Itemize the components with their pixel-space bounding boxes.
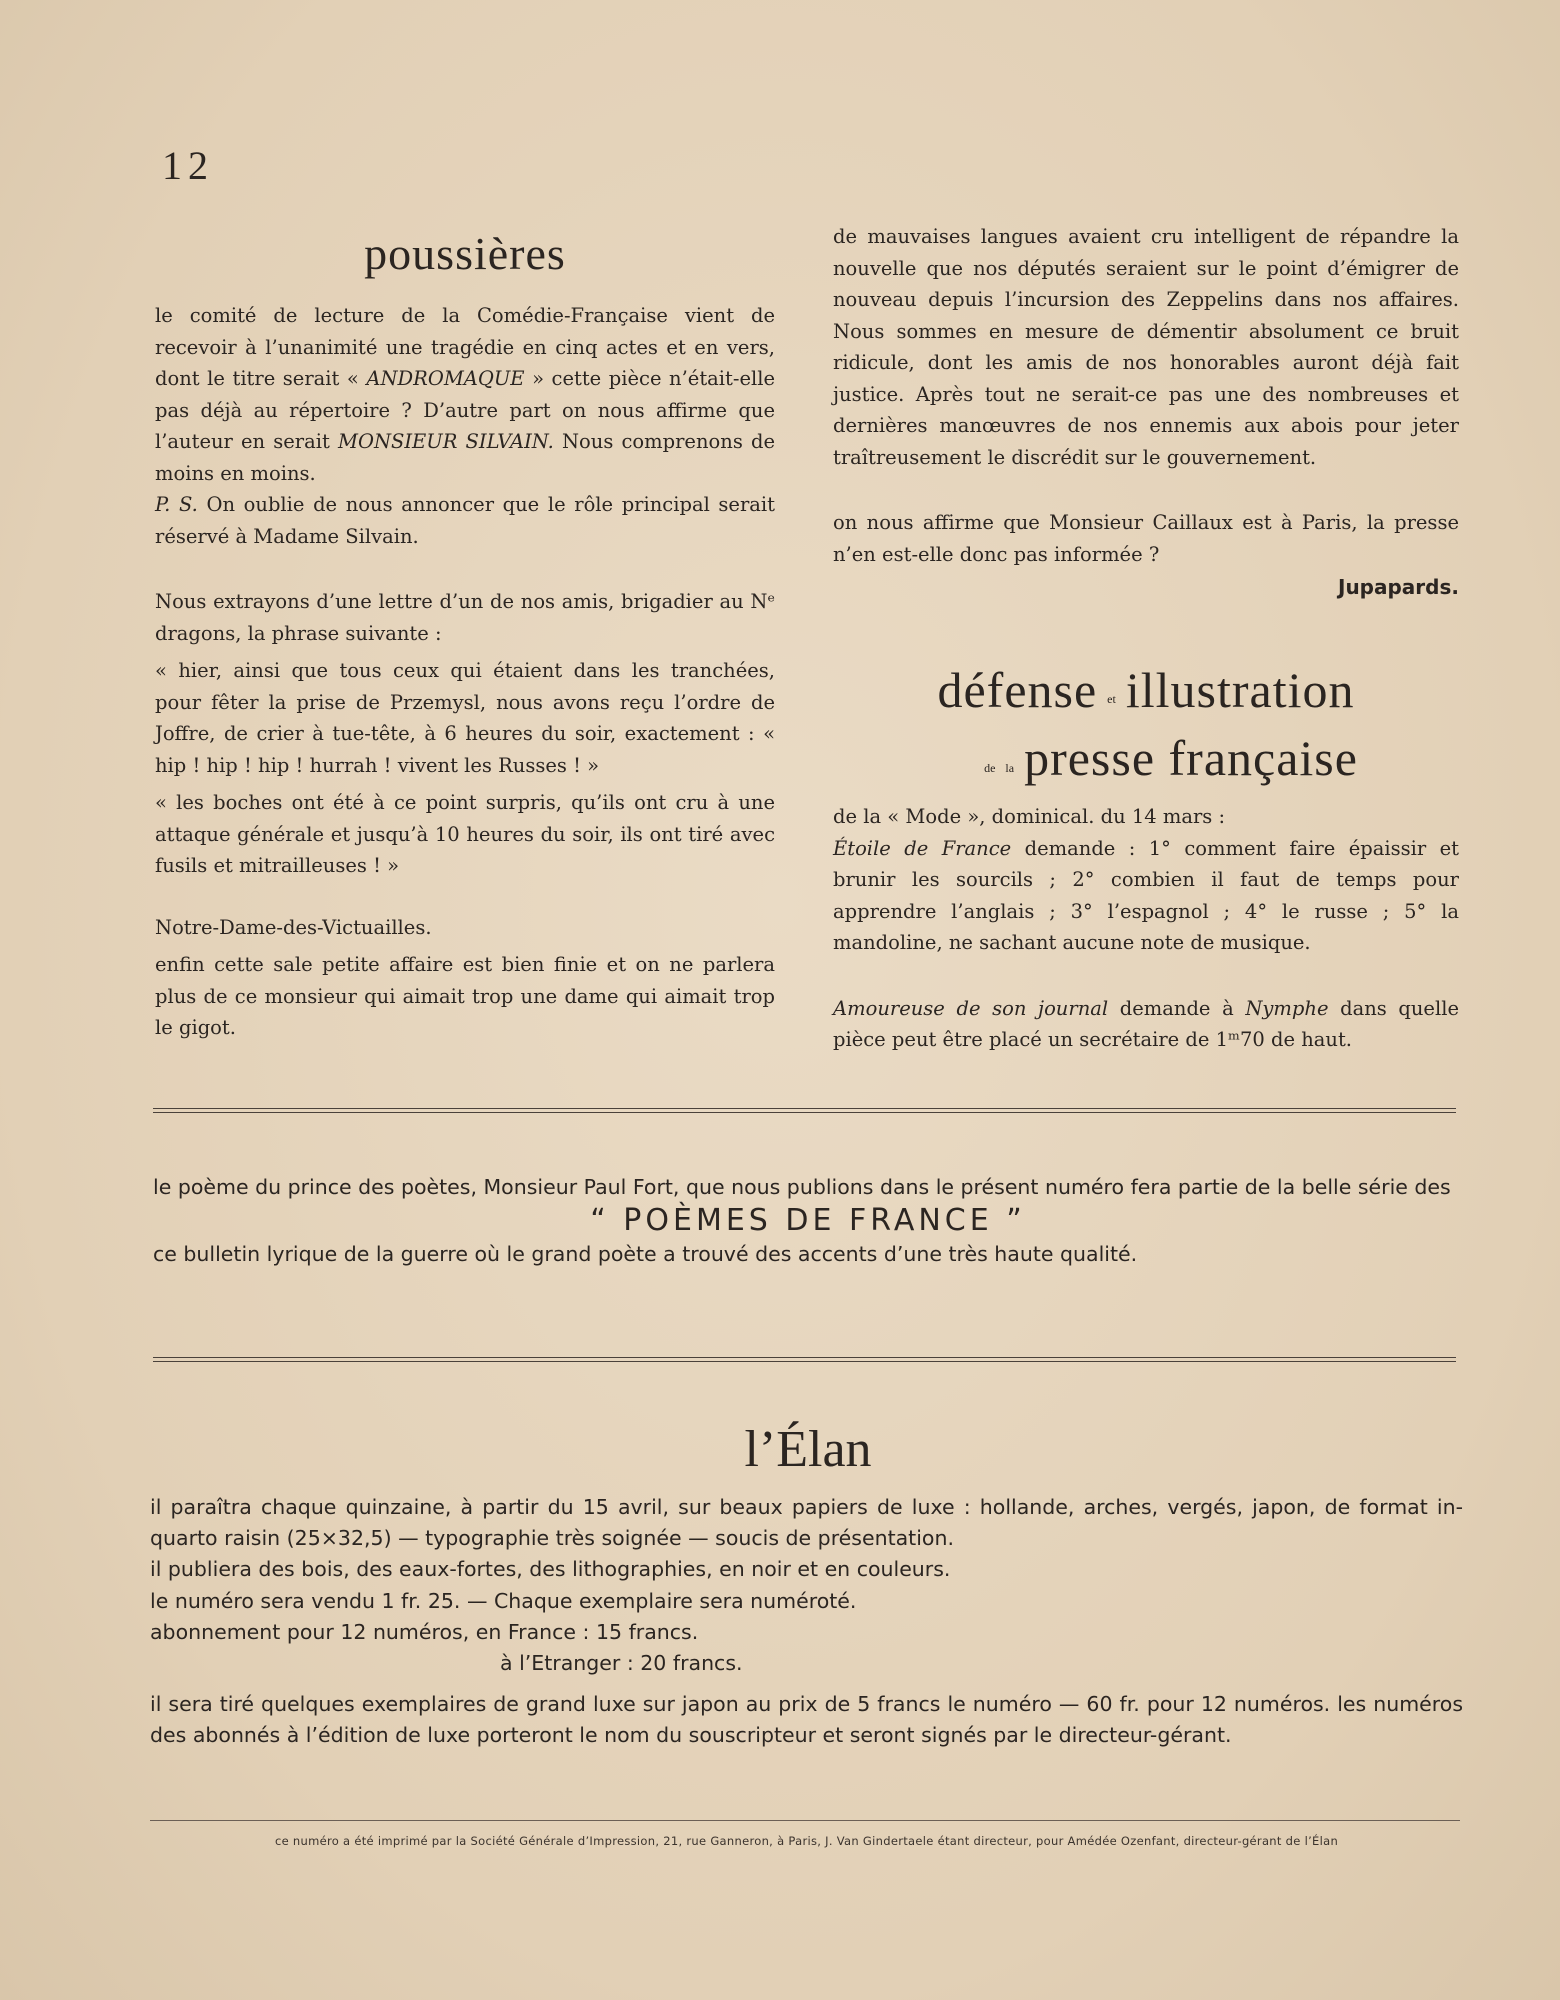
- poemes-intro: le poème du prince des poètes, Monsieur Paul Fort, que nous publions dans le présent numéro fera partie de la belle série des: [153, 1175, 1451, 1199]
- postscript: [155, 489, 775, 552]
- title-word: défense: [937, 662, 1098, 718]
- poussieres-title: poussières: [364, 228, 566, 279]
- right-paragraph-2: on nous affirme que Monsieur Caillaux est à Paris, la presse n’en est-elle donc pas informée ?: [833, 511, 1459, 566]
- text-run: le comité de lecture de la Comédie-Française vient de recevoir à l’unanimité une tragédie en cinq actes et en vers, dont le titre serait «: [155, 304, 775, 390]
- text-run: Nous comprenons de moins en moins.: [155, 430, 775, 485]
- defense-title-line-2: [833, 729, 1459, 796]
- elan-title: l’Élan: [744, 1421, 872, 1478]
- double-rule: [153, 1357, 1456, 1362]
- jupapards-signature: Jupapards.: [1338, 575, 1459, 599]
- defense-title: [833, 660, 1459, 797]
- right-column: [833, 221, 1459, 604]
- author-name: MONSIEUR SILVAIN.: [337, 430, 554, 453]
- elan-line-4: abonnement pour 12 numéros, en France : 15 francs.: [150, 1619, 699, 1644]
- reader-name: Nymphe: [1245, 996, 1329, 1020]
- title-word: illustration: [1125, 662, 1355, 718]
- printer-footer: ce numéro a été imprimé par la Société Générale d’Impression, 21, rue Ganneron, à Paris, J. Van Gindertaele étant directeur, pour Amédée Ozenfant, directeur-gérant de l’Élan: [274, 1834, 1339, 1848]
- right-paragraph-1: de mauvaises langues avaient cru intelligent de répandre la nouvelle que nos députés seraient sur le point d’émigrer de nouveau depuis l’incursion des Zeppelins dans nos affaires. Nous sommes en mesure de démentir absolument ce bruit ridicule, dont les amis de nos honorables auront déjà fait justice. Après tout ne serait-ce pas une des nombreuses et dernières manœuvres de nos ennemis aux abois pour jeter traîtreusement le discrédit sur le gouvernement.: [833, 225, 1459, 469]
- text-run: demande à: [1108, 996, 1246, 1020]
- elan-line-3: le numéro sera vendu 1 fr. 25. — Chaque exemplaire sera numéroté.: [150, 1588, 857, 1613]
- ps-label: P. S.: [155, 493, 198, 516]
- play-title: ANDROMAQUE: [366, 367, 525, 390]
- text-run: » cette pièce n’était-elle pas déjà au répertoire ? D’autre part on nous affirme que l’auteur en serait: [155, 367, 775, 453]
- poussieres-paragraph-2: Nous extrayons d’une lettre d’un de nos amis, brigadier au Nᵉ dragons, la phrase suivante :: [155, 590, 775, 645]
- text-run: demande : 1° comment faire épaissir et brunir les sourcils ; 2° combien il faut de temps pour apprendre l’anglais ; 3° l’espagnol ; 4° le russe ; 5° la mandoline, ne sachant aucune note de musique.: [833, 836, 1459, 954]
- letter-quote-1: « hier, ainsi que tous ceux qui étaient dans les tranchées, pour fêter la prise de Przemysl, nous avons reçu l’ordre de Joffre, de crier à tue-tête, à 6 heures du soir, exactement : « hip ! hip ! hip ! hurrah ! vivent les Russes ! »: [155, 659, 775, 777]
- footer-rule: [150, 1820, 1460, 1821]
- text-run: dans quelle pièce peut être placé un secrétaire de 1ᵐ70 de haut.: [833, 996, 1459, 1051]
- reader-name: Amoureuse de son journal: [833, 996, 1109, 1020]
- defense-paragraph-3: [833, 993, 1459, 1056]
- title-small-word: la: [1005, 760, 1015, 775]
- poussieres-column: [155, 300, 775, 1044]
- elan-announcement: [150, 1492, 1463, 1752]
- elan-line-6: il sera tiré quelques exemplaires de grand luxe sur japon au prix de 5 francs le numéro — 60 fr. pour 12 numéros. les numéros des abonnés à l’édition de luxe porteront le nom du souscripteur et seront signés par le directeur-gérant.: [150, 1692, 1463, 1748]
- defense-title-line-1: [833, 660, 1459, 729]
- letter-signature: Notre-Dame-des-Victuailles.: [155, 915, 432, 939]
- elan-line-5: à l’Etranger : 20 francs.: [500, 1651, 743, 1676]
- poemes-outro: ce bulletin lyrique de la guerre où le grand poète a trouvé des accents d’une très haute qualité.: [153, 1242, 1138, 1266]
- title-word: presse française: [1024, 730, 1358, 787]
- title-small-word: et: [1107, 692, 1116, 707]
- defense-paragraph-1: de la « Mode », dominical. du 14 mars :: [833, 805, 1226, 828]
- elan-line-2: il publiera des bois, des eaux-fortes, des lithographies, en noir et en couleurs.: [150, 1557, 951, 1582]
- poemes-title: “ POÈMES DE FRANCE ”: [590, 1203, 1026, 1238]
- poussieres-paragraph-1: [155, 300, 775, 489]
- letter-quote-2: « les boches ont été à ce point surpris, qu’ils ont cru à une attaque générale et jusqu’à 10 heures du soir, ils ont tiré avec fusils et mitrailleuses ! »: [155, 791, 775, 877]
- elan-line-1: il paraîtra chaque quinzaine, à partir du 15 avril, sur beaux papiers de luxe : hollande, arches, vergés, japon, de format in-quarto raisin (25×32,5) — typographie très soignée — soucis de présentation.: [150, 1495, 1463, 1551]
- reader-name: Étoile de France: [833, 836, 1012, 860]
- defense-paragraph-2: [833, 833, 1459, 959]
- title-small-word: de: [984, 760, 996, 775]
- poemes-announcement: [153, 1172, 1463, 1270]
- page-number: 12: [162, 143, 214, 188]
- double-rule: [153, 1108, 1456, 1113]
- ps-text: On oublie de nous annoncer que le rôle principal serait réservé à Madame Silvain.: [155, 493, 775, 548]
- defense-column: [833, 801, 1459, 1056]
- poussieres-paragraph-last: enfin cette sale petite affaire est bien finie et on ne parlera plus de ce monsieur qui aimait trop une dame qui aimait trop le gigot.: [155, 953, 775, 1039]
